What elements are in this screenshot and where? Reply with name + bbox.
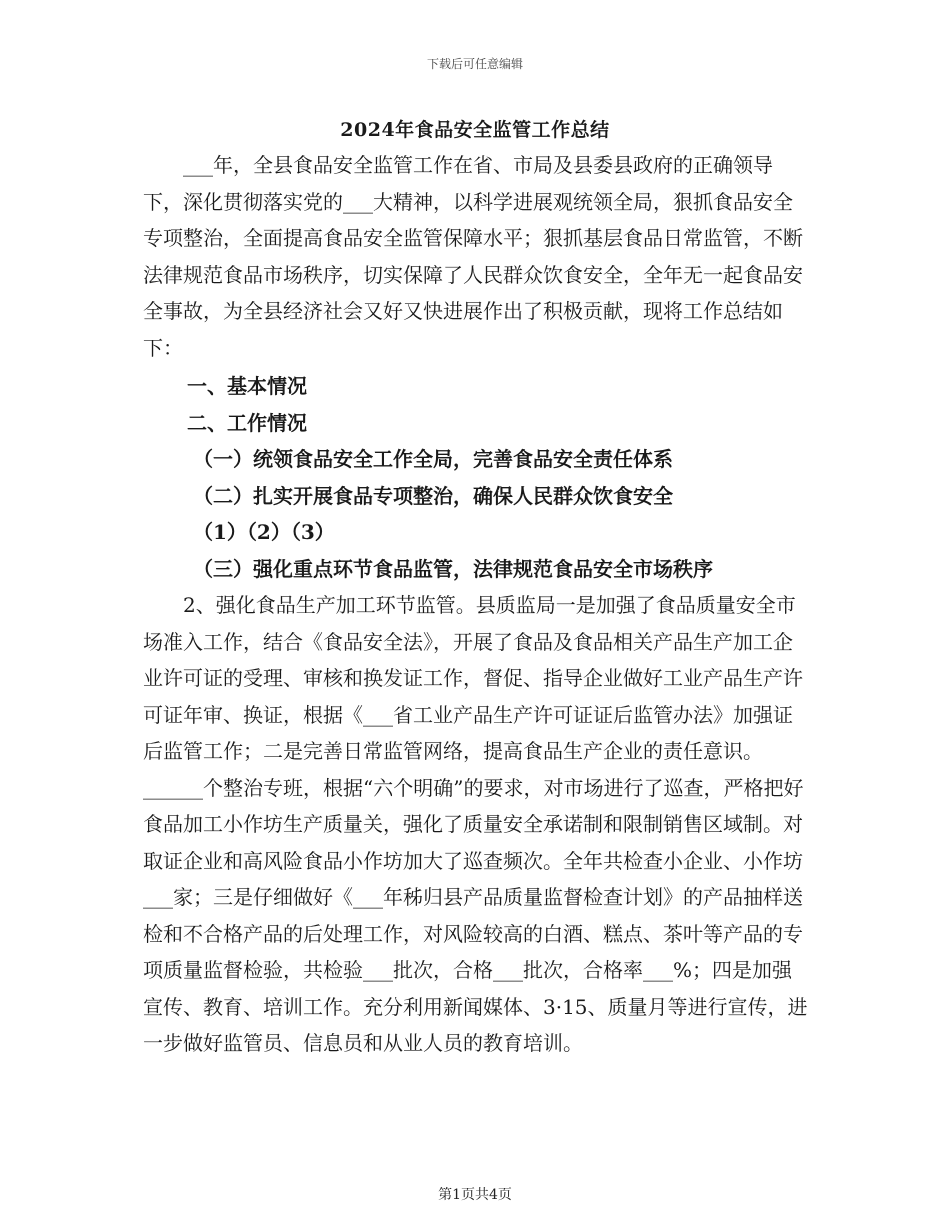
section-heading-work: 二、工作情况 — [187, 410, 307, 435]
item-list: （1）（2）（3） — [193, 520, 335, 544]
section-heading-basic: 一、基本情况 — [187, 374, 307, 398]
document-body — [143, 147, 808, 1062]
document-title: 2024年食品安全监管工作总结 — [340, 119, 610, 141]
subsection-heading-3: （三）强化重点环节食品监管，法律规范食品安全市场秩序 — [193, 556, 713, 581]
page-footer: 第1页共4页 — [438, 1187, 512, 1203]
intro-paragraph: ___年，全县食品安全监管工作在省、市局及县委县政府的正确领导下，深化贯彻落实党的___大精神，以科学进展观统领全局，狠抓食品安全专项整治，全面提高食品安全监管保障水平；狠抓基层食品日常监管，不断法律规范食品市场秩序，切实保障了人民群众饮食安全，全年无一起食品安全事故，为全县经济社会又好又快进展作出了积极贡献，现将工作总结如下： — [143, 153, 803, 360]
header-note: 下载后可任意编辑 — [426, 57, 523, 71]
subsection-heading-2: （二）扎实开展食品专项整治，确保人民群众饮食安全 — [193, 483, 673, 508]
subsection-heading-1: （一）统领食品安全工作全局，完善食品安全责任体系 — [193, 447, 673, 471]
body-paragraph-2: 2、强化食品生产加工环节监管。县质监局一是加强了食品质量安全市场准入工作，结合《食品安全法》，开展了食品及食品相关产品生产加工企业许可证的受理、审核和换发证工作，督促、指导企业做好工业产品生产许可证年审、换证，根据《___省工业产品生产许可证证后监管办法》加强证后监管工作；二是完善日常监管网络，提高食品生产企业的责任意识。______个整治专班，根据“六个明确”的要求，对市场进行了巡查，严格把好食品加工小作坊生产质量关，强化了质量安全承诺制和限制销售区域制。对取证企业和高风险食品小作坊加大了巡查频次。全年共检查小企业、小作坊___家；三是仔细做好《___年秭归县产品质量监督检查计划》的产品抽样送检和不合格产品的后处理工作，对风险较高的白酒、糕点、茶叶等产品的专项质量监督检验，共检验___批次，合格___批次，合格率___%；四是加强宣传、教育、培训工作。充分利用新闻媒体、3·15、质量月等进行宣传，进一步做好监管员、信息员和从业人员的教育培训。 — [143, 593, 808, 1055]
